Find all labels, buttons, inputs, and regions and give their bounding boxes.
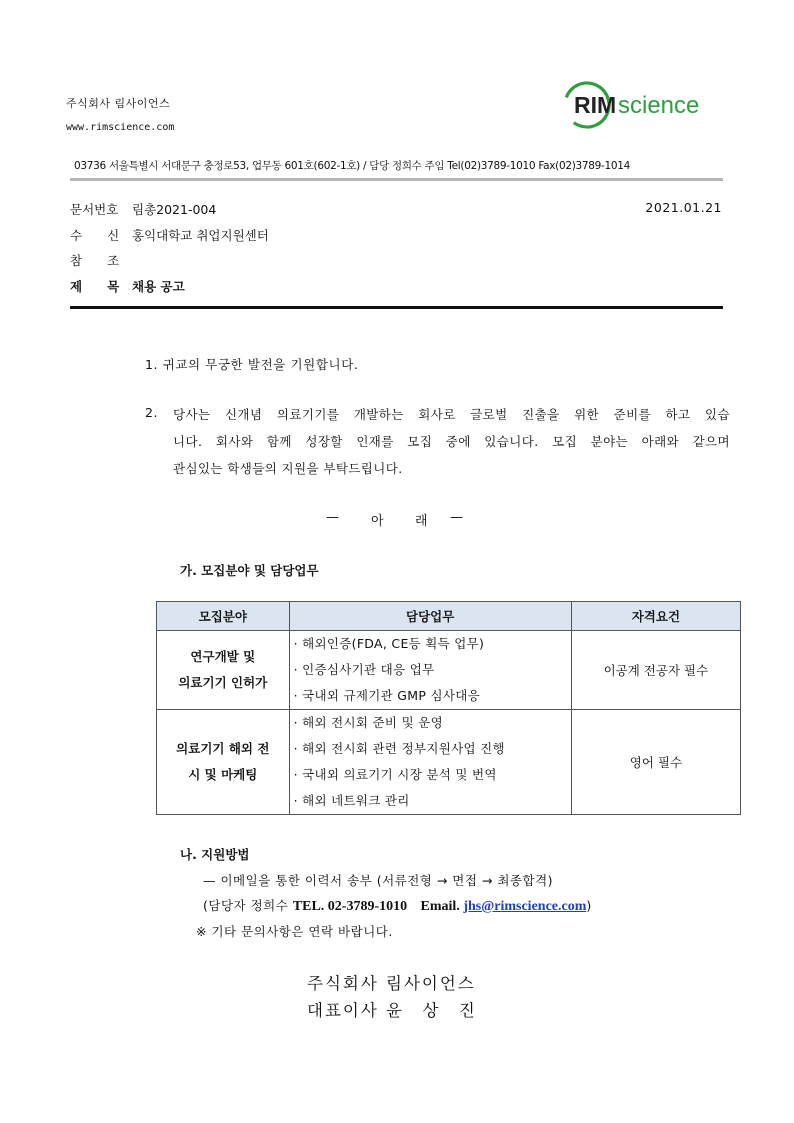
duties-cell xyxy=(289,710,571,815)
logo-text-rim: RIM xyxy=(574,92,617,118)
field-line: 연구개발 및 xyxy=(190,649,256,664)
column-header-requirement: 자격요건 xyxy=(571,602,740,631)
paragraph-2-line-2: 니다. 회사와 함께 성장할 인재를 모집 중에 있습니다. 모집 분야는 아래와 같으며 xyxy=(173,434,730,449)
paragraph-2-line-3: 관심있는 학생들의 지원을 부탁드립니다. xyxy=(173,461,403,476)
duties-cell xyxy=(289,631,571,710)
logo-text-science: science xyxy=(618,92,700,119)
subject-value: 채용 공고 xyxy=(132,279,185,294)
paragraph-2-line-1: 당사는 신개념 의료기기를 개발하는 회사로 글로벌 진출을 위한 준비를 하고 있습 xyxy=(173,407,730,422)
inquiry-note: ※ 기타 문의사항은 연락 바랍니다. xyxy=(196,924,393,939)
table-row xyxy=(157,631,741,710)
requirement-cell: 영어 필수 xyxy=(571,710,740,815)
duty-item: · 해외인증(FDA, CE등 획득 업무) xyxy=(293,636,485,651)
table-row xyxy=(157,710,741,815)
field-line: 의료기기 해외 전 xyxy=(176,741,270,756)
document-date: 2021.01.21 xyxy=(645,200,722,215)
duty-item: · 해외 네트워크 관리 xyxy=(293,793,410,808)
section-a-heading: 가. 모집분야 및 담당업무 xyxy=(180,563,319,578)
contact-suffix: ) xyxy=(586,898,592,913)
doc-number-row xyxy=(70,200,216,218)
recipient-row xyxy=(70,226,269,244)
duty-item: · 국내외 의료기기 시장 분석 및 번역 xyxy=(293,767,497,782)
contact-email-link[interactable]: jhs@rimscience.com xyxy=(463,899,587,914)
reference-label: 참 조 xyxy=(70,253,120,268)
paragraph-2-number: 2. xyxy=(145,405,159,420)
contact-email-label: Email. xyxy=(420,899,464,914)
contact-prefix: (담당자 정희수 xyxy=(203,898,293,913)
duty-item: · 해외 전시회 준비 및 운영 xyxy=(293,715,443,730)
reference-row xyxy=(70,251,132,269)
application-method: — 이메일을 통한 이력서 송부 (서류전형 → 면접 → 최종합격) xyxy=(203,873,554,888)
notice-char-2: 래 xyxy=(415,514,428,529)
field-cell xyxy=(157,710,290,815)
subject-row xyxy=(70,277,185,295)
column-header-duties: 담당업무 xyxy=(289,602,571,631)
recipient-label: 수 신 xyxy=(70,228,120,243)
paragraph-1: 1. 귀교의 무궁한 발전을 기원합니다. xyxy=(145,357,359,372)
column-header-field: 모집분야 xyxy=(157,602,290,631)
signature-ceo: 대표이사 윤 상 진 xyxy=(307,1001,477,1020)
doc-number-value: 림총2021-004 xyxy=(132,202,217,217)
subject-label: 제 목 xyxy=(70,279,120,294)
field-line: 의료기기 인허가 xyxy=(178,675,268,690)
doc-number-label: 문서번호 xyxy=(70,202,119,217)
contact-tel: TEL. 02-3789-1010 xyxy=(292,899,408,914)
signature-company: 주식회사 림사이언스 xyxy=(307,974,476,993)
duty-item: · 국내외 규제기관 GMP 심사대응 xyxy=(293,688,480,703)
duty-item: · 해외 전시회 관련 정부지원사업 진행 xyxy=(293,741,505,756)
requirement-cell: 이공계 전공자 필수 xyxy=(571,631,740,710)
rimscience-logo xyxy=(563,76,703,136)
company-name: 주식회사 림사이언스 xyxy=(66,97,171,110)
contact-line xyxy=(203,896,592,915)
meta-divider xyxy=(70,306,723,309)
notice-char-1: 아 xyxy=(371,514,384,529)
duty-item: · 인증심사기관 대응 업무 xyxy=(293,662,435,677)
header-divider xyxy=(70,178,723,181)
section-b-heading: 나. 지원방법 xyxy=(180,847,250,862)
recipient-value: 홍익대학교 취업지원센터 xyxy=(132,228,269,243)
field-line: 시 및 마케팅 xyxy=(188,767,258,782)
recruitment-table xyxy=(156,601,741,815)
company-address-line: 03736 서울특별시 서대문구 충정로53, 업무동 601호(602-1호) / 담당 정희수 주임 Tel(02)3789-1010 Fax(02)3789-1014 xyxy=(74,160,631,172)
table-header-row xyxy=(157,602,741,631)
notice-dash-left: — xyxy=(326,510,339,525)
field-cell xyxy=(157,631,290,710)
company-website: www.rimscience.com xyxy=(66,122,175,133)
notice-dash-right: — xyxy=(450,510,463,525)
